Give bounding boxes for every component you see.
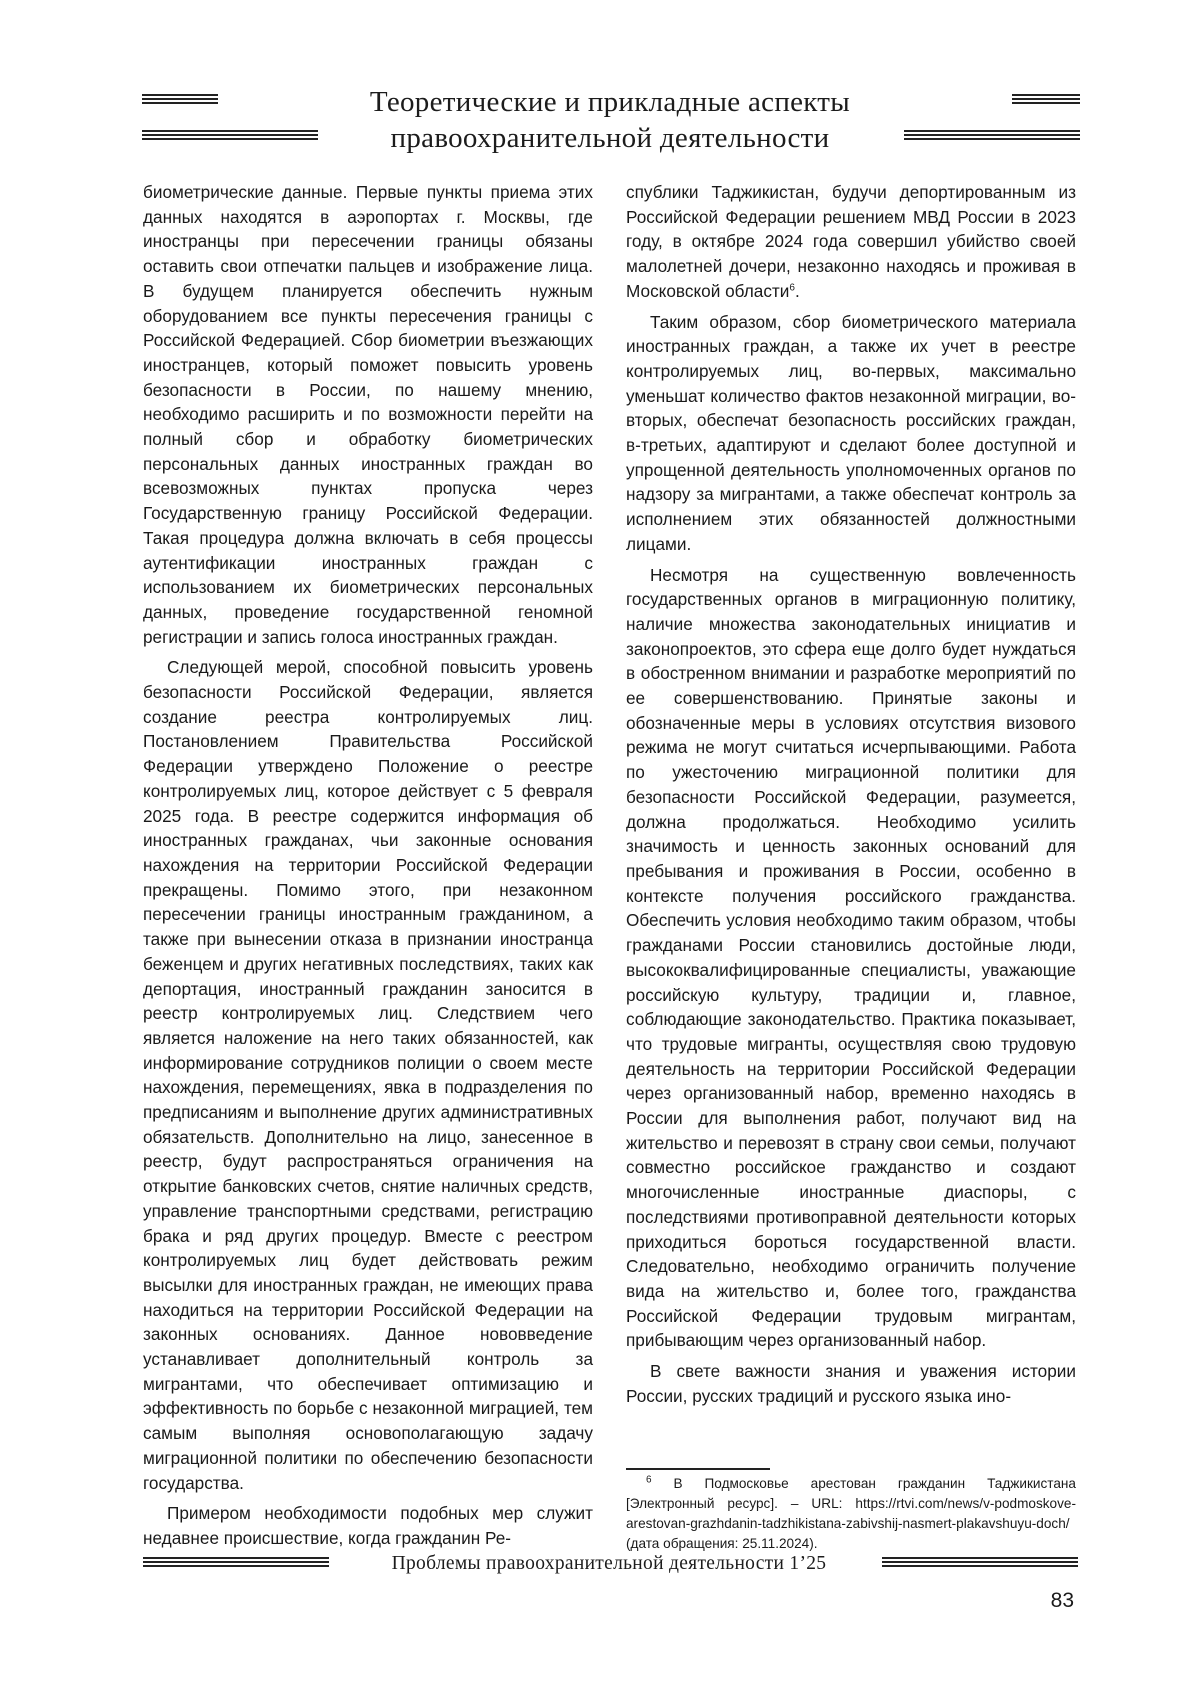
paragraph: Примером необходимости подобных мер служит недавнее происшествие, когда гражданин Ре- [143,1503,593,1548]
paragraph: Таким образом, сбор биометрического материала иностранных граждан, а также их учет в реестре контролируемых лиц, во-первых, максимально уменьшат количество фактов незаконной миграции, во-вторых, обеспечат безопасность российских граждан, в-третьих, адаптируют и сделают более доступной и упрощенной деятельность уполномоченных органов по надзору за мигрантами, а также обеспечат контроль за исполнением этих обязанностей должностными лицами. [626,311,1076,554]
section-title [140,84,1080,156]
footnote-reference: 6 [789,282,795,294]
footnote-text: В Подмосковье арестован гражданин Таджикистана [Электронный ресурс]. – URL: https://rtvi.com/news/v-podmoskove-arestovan-grazhdanin-tadzhikistana-zabivshij-nasmert-plakavshuyu-doch/ (дата обращения: 25.11.2024). [626,1476,1076,1551]
paragraph: биометрические данные. Первые пункты приема этих данных находятся в аэропортах г. Москвы, где иностранцы при пересечении границы обязаны оставить свои отпечатки пальцев и изображение лица. В будущем планируется обеспечить нужным оборудованием все пункты пересечения границы с Российской Федерацией. Сбор биометрии въезжающих иностранцев, который поможет повысить уровень безопасности в России, по нашему мнению, необходимо расширить и по возможности перейти на полный сбор и обработку биометрических персональных данных иностранных граждан во всевозможных пунктах пропуска через Государственную границу Российской Федерации. Такая процедура должна включать в себя процессы аутентификации иностранных граждан с использованием их биометрических персональных данных, проведение государственной геномной регистрации и запись голоса иностранных граждан. [143,182,593,647]
footnote-separator [626,1468,770,1470]
section-title-line-2: правоохранительной деятельности [390,122,830,154]
right-column [626,180,1076,1408]
footnote-body [626,1474,1076,1554]
footnote-number: 6 [646,1474,652,1486]
paragraph-text: спублики Таджикистан, будучи депортированным из Российской Федерации решением МВД России в 2023 году, в октябре 2024 года совершил убийство своей малолетней дочери, незаконно находясь и проживая в Московской области [626,182,1076,301]
footer-rule-right [882,1557,1078,1569]
paragraph [626,180,1076,304]
page-number: 83 [1050,1589,1074,1612]
left-column [143,180,593,1551]
footer-rule-left [143,1557,329,1569]
journal-title: Проблемы правоохранительной деятельности 1’25 [391,1553,827,1574]
page-footer [143,1551,1078,1581]
footnote [626,1474,1076,1554]
paragraph-end: . [794,280,800,301]
paragraph: Следующей мерой, способной повысить уровень безопасности Российской Федерации, является создание реестра контролируемых лиц. Постановлением Правительства Российской Федерации утверждено Положение о реестре контролируемых лиц, которое действует с 5 февраля 2025 года. В реестре содержится информация об иностранных гражданах, чьи законные основания нахождения на территории Российской Федерации прекращены. Помимо этого, при незаконном пересечении границы иностранным гражданином, а также при вынесении отказа в признании иностранца беженцем и других негативных последствиях, таких как депортация, иностранный гражданин заносится в реестр контролируемых лиц. Следствием чего является наложение на него таких обязанностей, как информирование сотрудников полиции о своем месте нахождения, перемещениях, явка в подразделения по предписаниям и выполнение других административных обязательств. Дополнительно на лицо, занесенное в реестр, будут распространяться ограничения на открытие банковских счетов, снятие наличных средств, управление транспортными средствами, регистрацию брака и ряд других процедур. Вместе с реестром контролируемых лиц будет действовать режим высылки для иностранных граждан, не имеющих права находиться на территории Российской Федерации на законных основаниях. Данное нововведение устанавливает дополнительный контроль за мигрантами, что обеспечивает оптимизацию и эффективность по борьбе с незаконной миграцией, тем самым выполняя основополагающую задачу миграционной политики по обеспечению безопасности государства. [143,657,593,1493]
paragraph: Несмотря на существенную вовлеченность государственных органов в миграционную политику, наличие множества законодательных инициатив и законопроектов, это сфера еще долго будет нуждаться в обостренном внимании и разработке мероприятий по ее совершенствованию. Принятые законы и обозначенные меры в условиях отсутствия визового режима не могут считаться исчерпывающими. Работа по ужесточению миграционной политики для безопасности Российской Федерации, разумеется, должна продолжаться. Необходимо усилить значимость и ценность законных оснований для пребывания и проживания в России, особенно в контексте получения российского гражданства. Обеспечить условия необходимо таким образом, чтобы гражданами России становились достойные люди, высококвалифицированные специалисты, уважающие российскую культуру, традиции и, главное, соблюдающие законодательство. Практика показывает, что трудовые мигранты, осуществляя свою трудовую деятельность на территории Российской Федерации через организованный набор, временно находясь в России для выполнения работ, получают вид на жительство и перевозят в страну свои семьи, получают совместно российское гражданство и создают многочисленные иностранные диаспоры, с последствиями противоправной деятельности которых приходиться бороться государственной власти. Следовательно, необходимо ограничить получение вида на жительство и, более того, гражданства Российской Федерации трудовым мигрантам, прибывающим через организованный набор. [626,564,1076,1351]
section-title-line-1: Теоретические и прикладные аспекты [369,86,851,118]
page-header [140,84,1080,154]
paragraph: В свете важности знания и уважения истории России, русских традиций и русского языка ино- [626,1361,1076,1406]
